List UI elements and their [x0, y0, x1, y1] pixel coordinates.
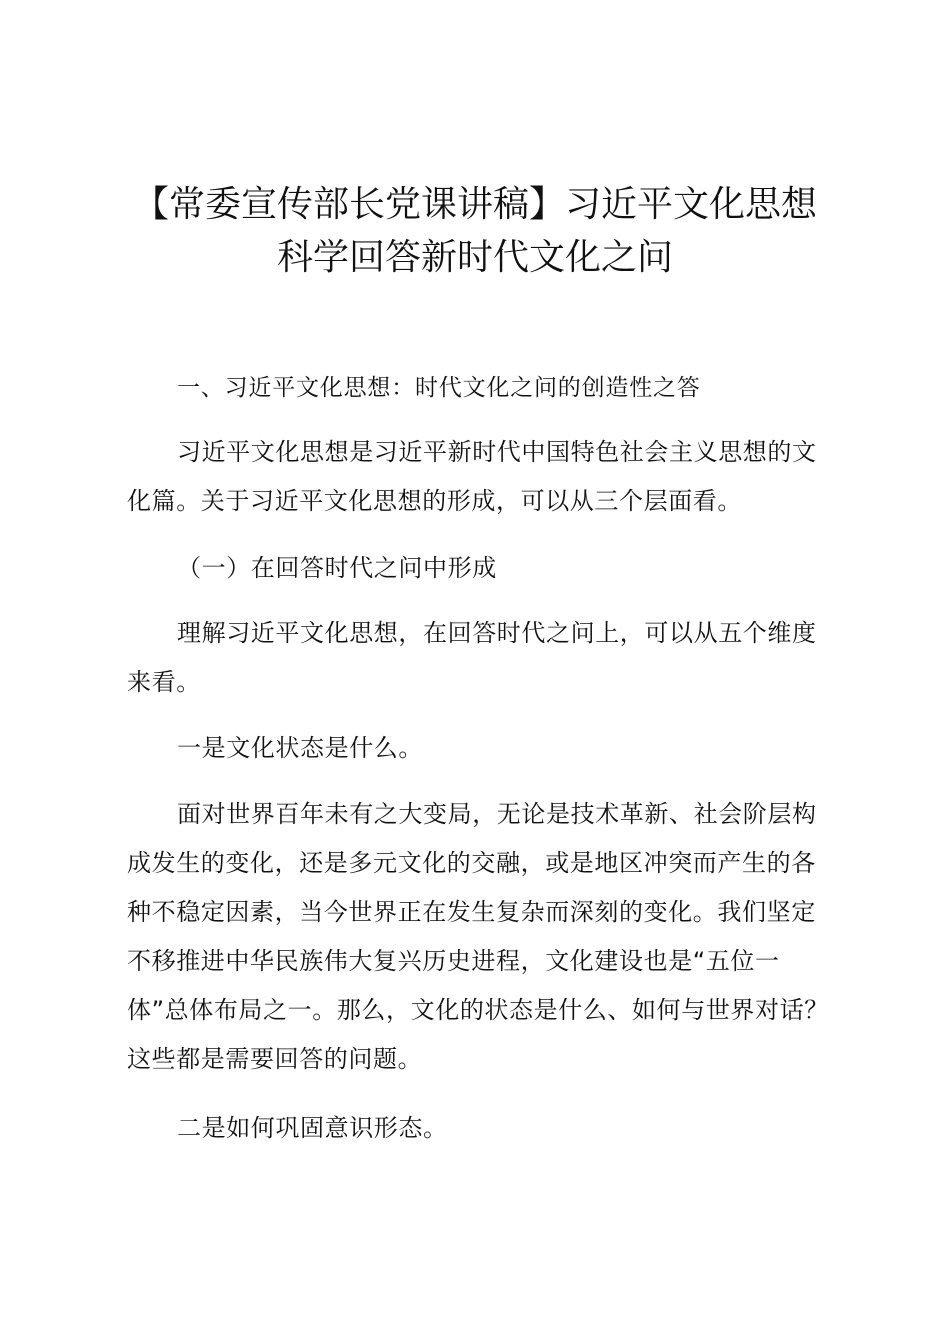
paragraph-2: 理解习近平文化思想，在回答时代之问上，可以从五个维度来看。 [127, 619, 817, 696]
paragraph-3: 面对世界百年未有之大变局，无论是技术革新、社会阶层构成发生的变化，还是多元文化的交融，或是地区冲突而产生的各种不稳定因素，当今世界正在发生复杂而深刻的变化。我们坚定不移推进中华民族伟大复兴历史进程，文化建设也是“五位一体”总体布局之一。那么，文化的状态是什么、如何与世界对话？这些都是需要回答的问题。 [127, 800, 829, 1073]
title-line-1: 【常委宣传部长党课讲稿】习近平文化思想 [132, 184, 817, 225]
title-line-2: 科学回答新时代文化之问 [276, 237, 673, 278]
subheading-1: （一）在回答时代之问中形成 [177, 554, 497, 582]
point-1: 一是文化状态是什么。 [177, 734, 423, 762]
point-2: 二是如何巩固意识形态。 [177, 1114, 448, 1142]
section-heading: 一、习近平文化思想：时代文化之问的创造性之答 [177, 375, 701, 401]
paragraph-1: 习近平文化思想是习近平新时代中国特色社会主义思想的文化篇。关于习近平文化思想的形成，可以从三个层面看。 [127, 438, 817, 515]
document-title [100, 178, 850, 284]
